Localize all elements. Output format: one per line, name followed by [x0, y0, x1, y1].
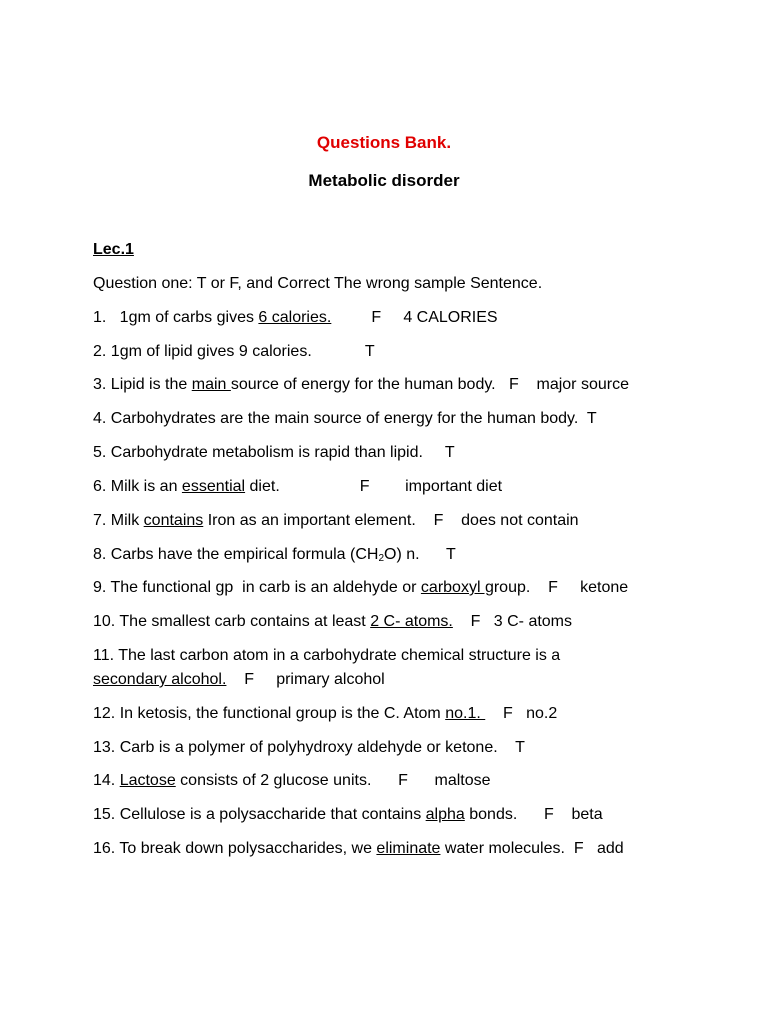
question-answer: F 3 C- atoms: [452, 613, 573, 630]
question-10: [93, 610, 703, 634]
question-4: [93, 407, 703, 431]
question-answer: diet. F important diet: [245, 478, 503, 495]
underlined-term: essential: [181, 478, 246, 495]
question-text: 10. The smallest carb contains at least: [93, 613, 371, 630]
question-11: [93, 644, 703, 668]
question-text: 16. To break down polysaccharides, we: [93, 840, 377, 857]
question-text: 6. Milk is an: [93, 478, 182, 495]
question-text: 11. The last carbon atom in a carbohydrate chemical structure is a: [93, 647, 561, 664]
question-11-continued: [93, 668, 703, 692]
question-text: 12. In ketosis, the functional group is the C. Atom: [93, 705, 446, 722]
underlined-term: contains: [143, 512, 204, 529]
question-5: [93, 441, 703, 465]
document-title: Questions Bank.: [316, 133, 452, 152]
underlined-term: 2 C- atoms.: [370, 613, 453, 630]
question-7: [93, 509, 703, 533]
question-text: 5. Carbohydrate metabolism is rapid than lipid. T: [93, 444, 455, 461]
question-text: 13. Carb is a polymer of polyhydroxy aldehyde or ketone. T: [93, 739, 525, 756]
document-subtitle: Metabolic disorder: [308, 171, 460, 190]
underlined-term: carboxyl g: [420, 579, 494, 596]
underlined-term: Lactose: [119, 772, 176, 789]
question-answer: F no.2: [485, 705, 558, 722]
question-answer: bonds. F beta: [464, 806, 603, 823]
question-text: 4. Carbohydrates are the main source of energy for the human body. T: [93, 410, 597, 427]
question-answer: water molecules. F add: [440, 840, 624, 857]
question-answer: Iron as an important element. F does not contain: [203, 512, 579, 529]
question-answer: consists of 2 glucose units. F maltose: [175, 772, 491, 789]
question-14: [93, 769, 703, 793]
question-text: 2. 1gm of lipid gives 9 calories. T: [93, 343, 375, 360]
question-answer: source of energy for the human body. F major source: [230, 376, 629, 393]
underlined-term: main: [191, 376, 231, 393]
question-3: [93, 373, 703, 397]
question-text: 9. The functional gp in carb is an aldehyde or: [93, 579, 421, 596]
underlined-term: 6 calories.: [258, 309, 332, 326]
question-text: 14.: [93, 772, 120, 789]
question-13: [93, 736, 703, 760]
question-instruction: Question one: T or F, and Correct The wrong sample Sentence.: [93, 275, 543, 292]
question-answer: O) n. T: [384, 546, 456, 563]
underlined-term: no.1.: [445, 705, 486, 722]
subscript: 2: [378, 553, 384, 564]
question-9: [93, 576, 703, 600]
question-6: [93, 475, 703, 499]
question-text: 7. Milk: [93, 512, 144, 529]
lecture-heading: Lec.1: [93, 241, 134, 258]
question-text: 3. Lipid is the: [93, 376, 192, 393]
underlined-term: alpha: [425, 806, 465, 823]
question-answer: F primary alcohol: [226, 671, 385, 688]
question-text: 15. Cellulose is a polysaccharide that contains: [93, 806, 426, 823]
underlined-term: eliminate: [376, 840, 441, 857]
question-answer: F 4 CALORIES: [331, 309, 498, 326]
question-8: [93, 543, 703, 567]
question-1: [93, 306, 703, 330]
question-2: [93, 340, 703, 364]
underlined-term: secondary alcohol.: [93, 671, 227, 688]
question-text: 8. Carbs have the empirical formula (CH: [93, 546, 379, 563]
question-answer: roup. F ketone: [493, 579, 629, 596]
question-text: 1. 1gm of carbs gives: [93, 309, 259, 326]
question-16: [93, 837, 703, 861]
question-12: [93, 702, 703, 726]
question-15: [93, 803, 703, 827]
